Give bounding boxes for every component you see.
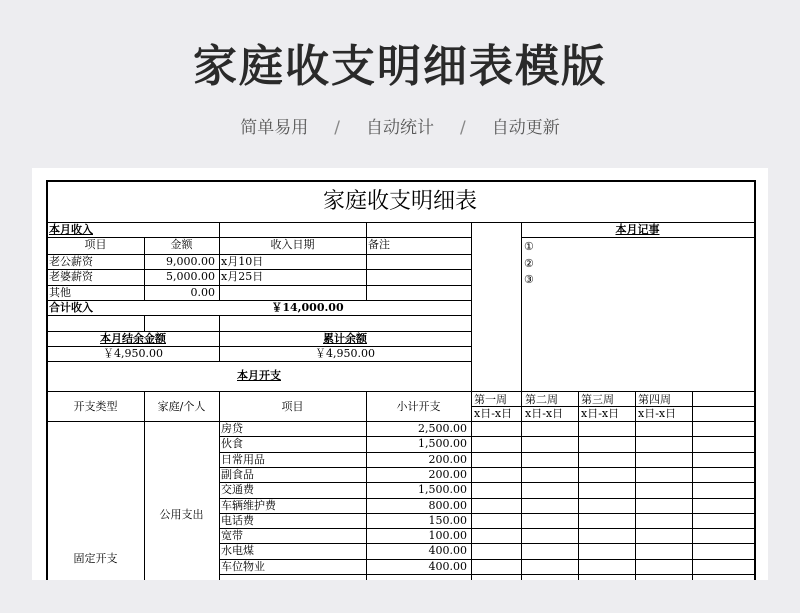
income-amount: 9,000.00 (166, 255, 215, 268)
expense-item: 宽带 (221, 529, 243, 543)
income-item: 老公薪资 (49, 255, 93, 268)
expense-scope: 公用支出 (159, 508, 204, 521)
balance-value: ￥4,950.00 (103, 347, 163, 360)
income-date: x月25日 (221, 270, 264, 283)
subtitle-item: 自动更新 (491, 118, 560, 138)
grid-line (754, 180, 756, 580)
total-income-value: ￥14,000.00 (271, 301, 344, 314)
expense-item: 伙食 (221, 437, 243, 451)
income-item: 老婆薪资 (49, 270, 93, 283)
expense-header-scope: 家庭/个人 (157, 400, 206, 413)
income-section-label: 本月收入 (49, 223, 93, 236)
expense-item: 车位物业 (221, 559, 265, 573)
income-amount: 0.00 (190, 286, 215, 299)
grid-line (46, 180, 754, 182)
income-header-item: 项目 (84, 238, 107, 251)
notes-title: 本月记事 (615, 223, 660, 236)
grid-line (46, 391, 471, 392)
subtitle-separator: / (460, 118, 466, 138)
expense-amount: 150.00 (428, 513, 467, 527)
page-title: 家庭收支明细表模版 (193, 41, 607, 92)
note-entry: ③ (524, 273, 534, 286)
grid-line (144, 315, 145, 331)
income-header-note: 备注 (368, 238, 390, 251)
grid-line (219, 574, 754, 575)
income-amount: 5,000.00 (166, 270, 215, 283)
expense-amount: 200.00 (428, 467, 467, 481)
expense-type: 固定开支 (73, 552, 118, 565)
expense-item: 电话费 (221, 513, 254, 527)
grid-line (366, 222, 367, 300)
grid-line (692, 391, 693, 580)
subtitle-separator: / (334, 118, 340, 138)
note-entry: ① (524, 240, 534, 253)
expense-item: 水电煤 (221, 544, 254, 558)
cumulative-label: 累计余额 (323, 332, 367, 345)
cumulative-value: ￥4,950.00 (315, 347, 375, 360)
subtitle-item: 自动统计 (366, 118, 434, 138)
week-range: x日-x日 (581, 407, 620, 420)
note-entry: ② (524, 257, 534, 270)
grid-line (46, 361, 471, 362)
expense-item: 房贷 (221, 422, 243, 435)
week-header: 第二周 (525, 393, 558, 406)
expense-amount: 1,500.00 (418, 437, 467, 451)
total-income-label: 合计收入 (49, 301, 93, 314)
subtitle-item: 简单易用 (240, 118, 309, 138)
income-header-date: 收入日期 (270, 238, 315, 251)
week-header: 第三周 (581, 393, 614, 406)
week-header: 第一周 (474, 393, 507, 406)
week-range: x日-x日 (638, 407, 677, 420)
sheet-title: 家庭收支明细表 (322, 189, 477, 214)
grid-line (144, 391, 145, 580)
expense-item: 交通费 (221, 483, 254, 497)
week-range: x日-x日 (474, 407, 513, 420)
expense-amount: 400.00 (428, 559, 467, 573)
expense-amount: 200.00 (428, 452, 467, 466)
expense-amount: 2,500.00 (418, 422, 467, 435)
income-date: x月10日 (221, 255, 264, 268)
grid-line (46, 315, 471, 316)
income-header-amount: 金额 (170, 238, 193, 251)
week-range: x日-x日 (525, 407, 564, 420)
expense-item: 车辆维护费 (221, 498, 276, 512)
expense-amount: 1,500.00 (418, 483, 467, 497)
expense-amount: 100.00 (428, 529, 467, 543)
grid-line (471, 391, 754, 392)
expense-section-label: 本月开支 (237, 369, 281, 382)
week-header: 第四周 (638, 393, 671, 406)
grid-line (521, 237, 754, 238)
subtitle (0, 113, 800, 138)
balance-label: 本月结余金额 (100, 332, 166, 345)
expense-header-subtotal: 小计开支 (396, 400, 441, 413)
expense-item: 日常用品 (221, 452, 265, 466)
expense-amount: 400.00 (428, 544, 467, 558)
income-item: 其他 (49, 286, 71, 299)
expense-header-type: 开支类型 (73, 400, 118, 413)
expense-amount: 800.00 (428, 498, 467, 512)
expense-item: 副食品 (221, 467, 254, 481)
expense-header-item: 项目 (281, 400, 304, 413)
spreadsheet (32, 168, 768, 580)
